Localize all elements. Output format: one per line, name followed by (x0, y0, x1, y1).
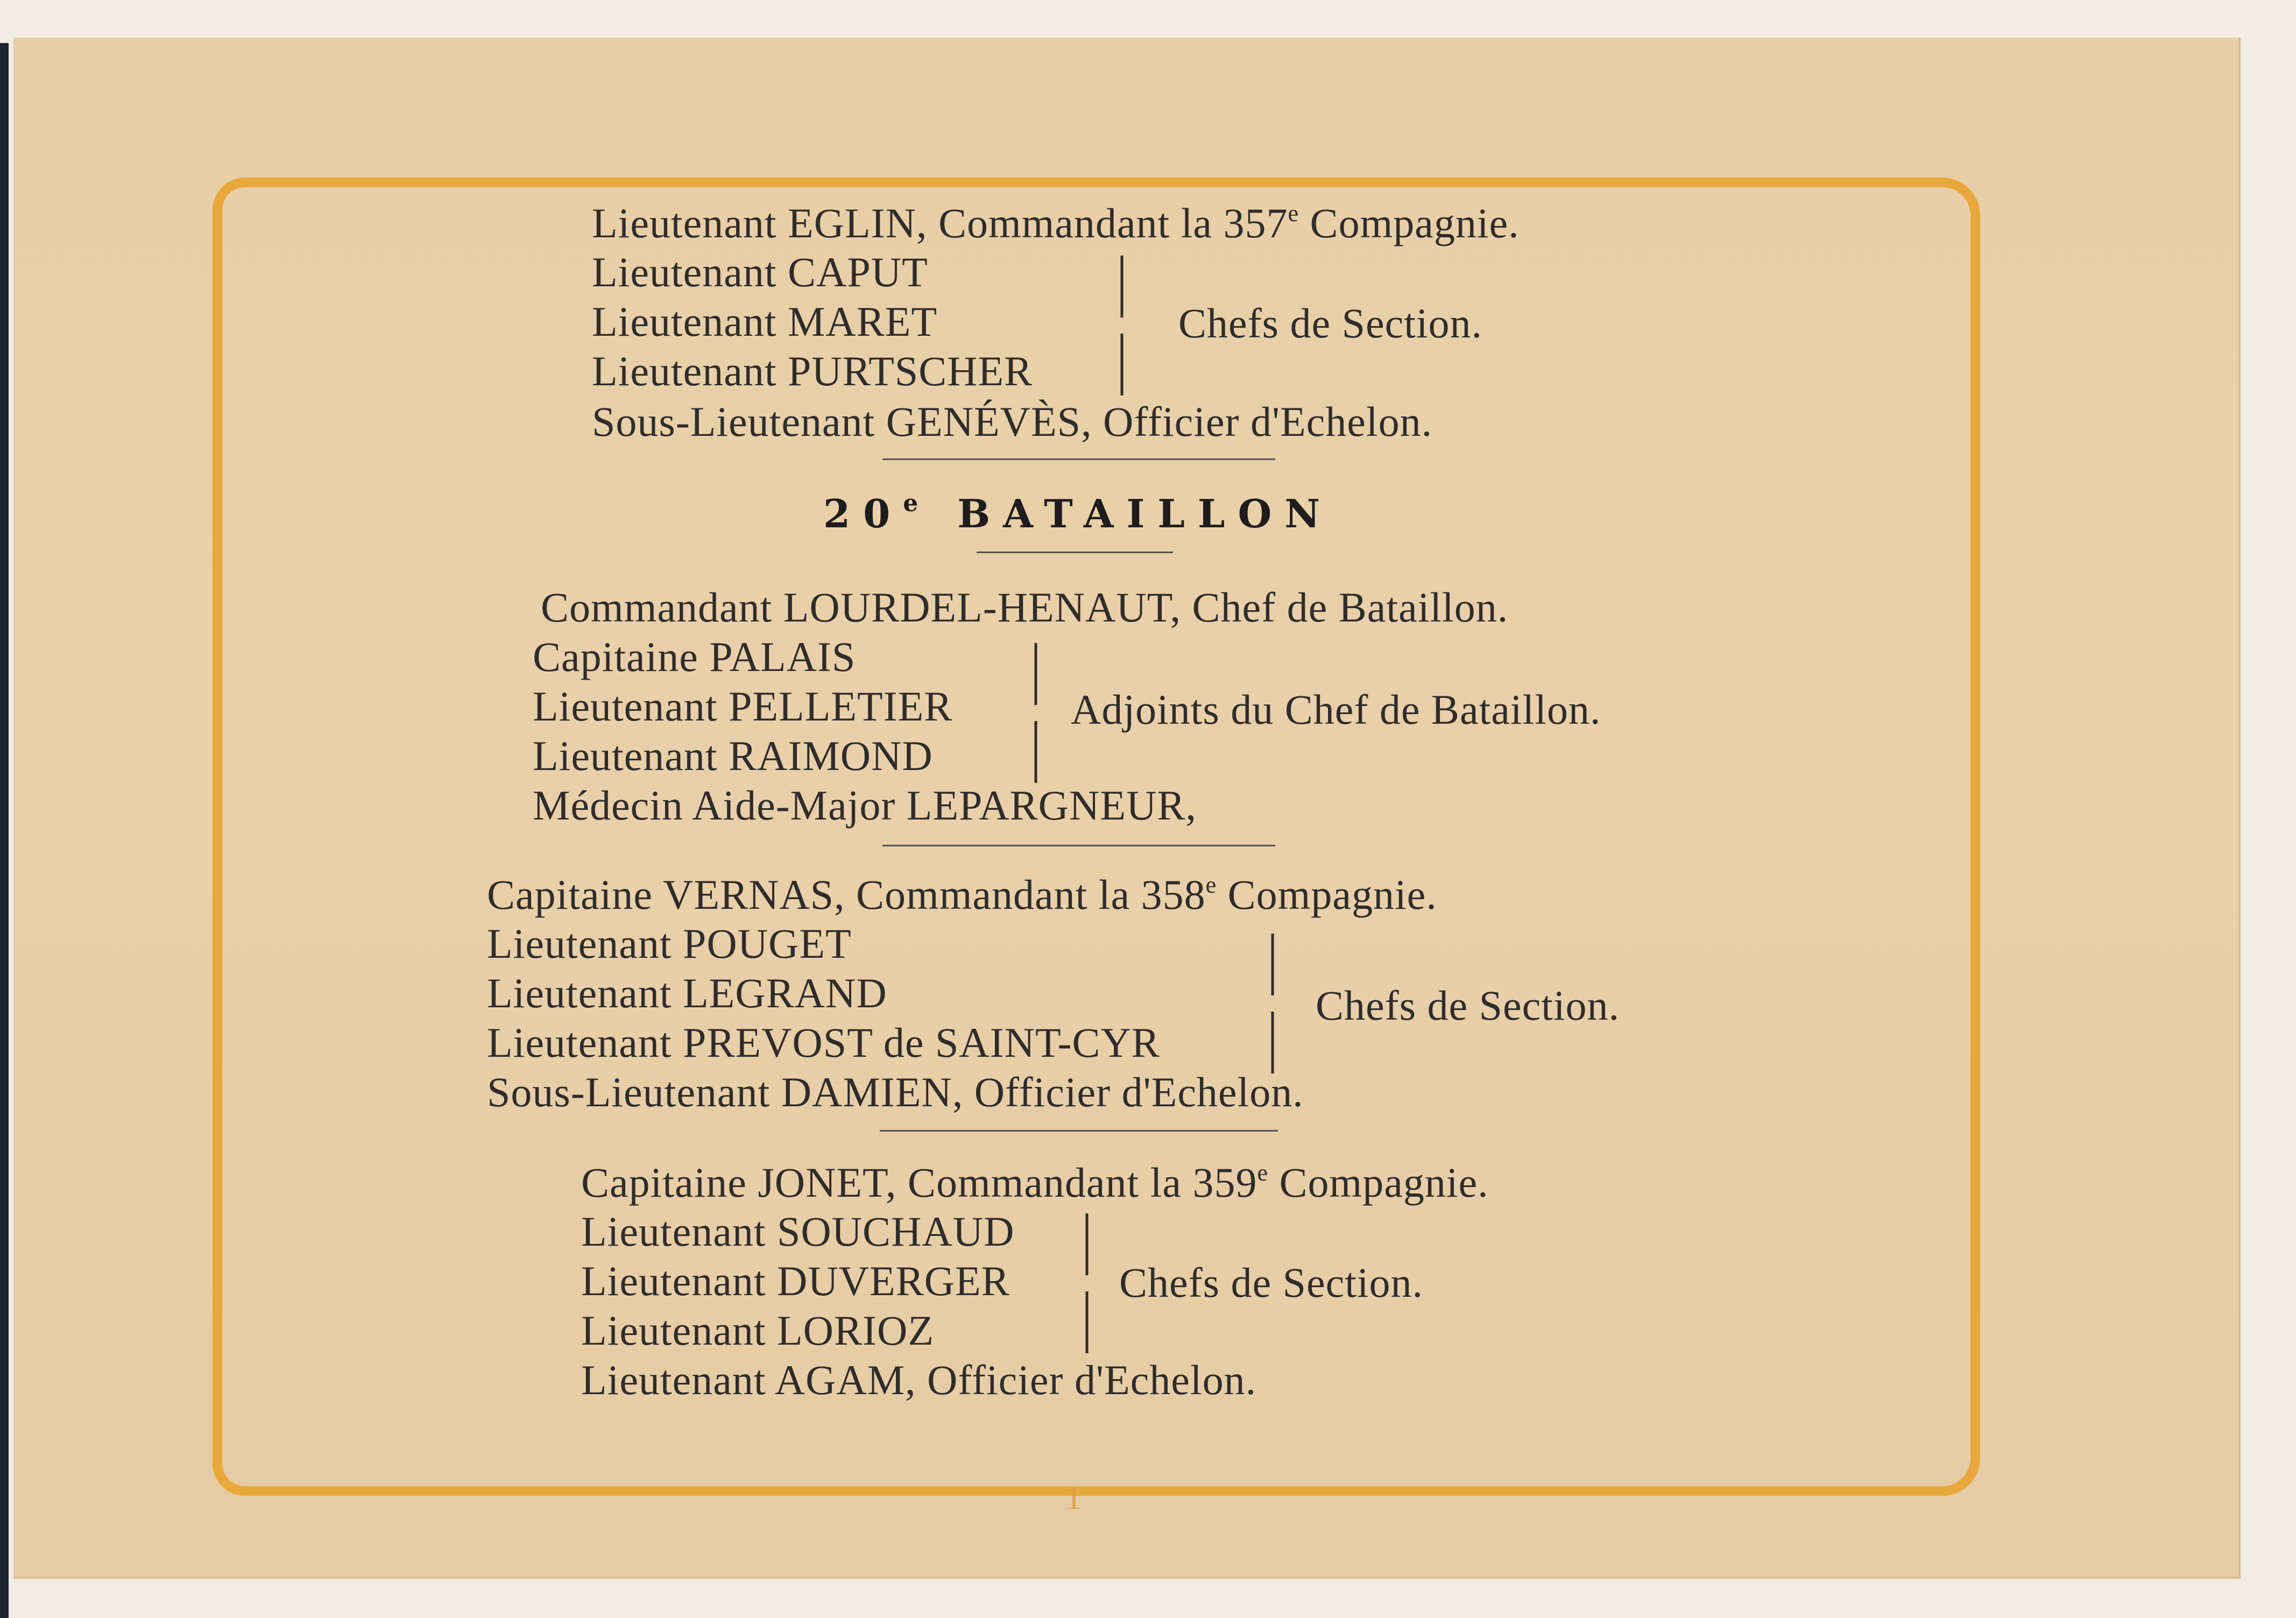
document-page (13, 38, 2241, 1579)
echelon-officer: Sous-Lieutenant GENÉVÈS, Officier d'Echelon. (592, 398, 1433, 445)
section-chief-3: Lieutenant LORIOZ (581, 1307, 934, 1354)
brace (1262, 931, 1283, 1076)
page-number: 1 (1065, 1480, 1082, 1516)
commander-359-text: Capitaine JONET, Commandant la 359 (581, 1159, 1257, 1206)
divider-rule (882, 458, 1275, 460)
superscript: e (1288, 200, 1299, 227)
adjoint-3: Lieutenant RAIMOND (533, 732, 933, 779)
adjoint-2: Lieutenant PELLETIER (533, 683, 953, 730)
section-chief-3: Lieutenant PREVOST de SAINT-CYR (487, 1019, 1160, 1066)
section-chief-2: Lieutenant MARET (592, 298, 938, 345)
commander-358 (487, 873, 1437, 916)
section-chief-2: Lieutenant LEGRAND (487, 970, 887, 1016)
adjoints-role: Adjoints du Chef de Bataillon. (1071, 686, 1601, 733)
commander-359 (581, 1161, 1489, 1204)
commander-357-suffix: Compagnie. (1299, 200, 1520, 246)
section-chief-3: Lieutenant PURTSCHER (592, 348, 1033, 394)
section-chief-1: Lieutenant CAPUT (592, 249, 928, 295)
brace (1111, 253, 1133, 398)
heading-title: BATAILLON (957, 491, 1333, 536)
section-chief-1: Lieutenant SOUCHAUD (581, 1208, 1015, 1255)
heading-number: 20 (823, 491, 903, 536)
section-chief-1: Lieutenant POUGET (487, 920, 852, 967)
commander-359-suffix: Compagnie. (1268, 1159, 1489, 1206)
echelon-officer: Sous-Lieutenant DAMIEN, Officier d'Echelon. (487, 1069, 1304, 1115)
section-chief-2: Lieutenant DUVERGER (581, 1257, 1010, 1304)
battalion-chief: Commandant LOURDEL-HENAUT, Chef de Bataillon. (541, 584, 1509, 631)
adjoint-1: Capitaine PALAIS (533, 633, 856, 680)
commander-357 (592, 202, 1520, 244)
divider-rule (880, 1130, 1278, 1132)
divider-rule (882, 845, 1275, 846)
commander-357-text: Lieutenant EGLIN, Commandant la 357 (592, 200, 1288, 246)
medecin: Médecin Aide-Major LEPARGNEUR, (533, 782, 1197, 829)
section-role: Chefs de Section. (1316, 982, 1620, 1029)
battalion-heading (823, 490, 1333, 536)
section-role: Chefs de Section. (1178, 300, 1483, 347)
superscript: e (1257, 1160, 1269, 1186)
book-binding (0, 43, 9, 1618)
commander-358-suffix: Compagnie. (1217, 871, 1437, 918)
echelon-officer: Lieutenant AGAM, Officier d'Echelon. (581, 1356, 1257, 1403)
brace (1076, 1211, 1098, 1356)
brace (1025, 640, 1047, 786)
heading-superscript: e (903, 490, 931, 517)
commander-358-text: Capitaine VERNAS, Commandant la 358 (487, 871, 1206, 918)
superscript: e (1205, 872, 1217, 898)
section-role: Chefs de Section. (1119, 1259, 1424, 1306)
heading-underline (977, 552, 1173, 553)
